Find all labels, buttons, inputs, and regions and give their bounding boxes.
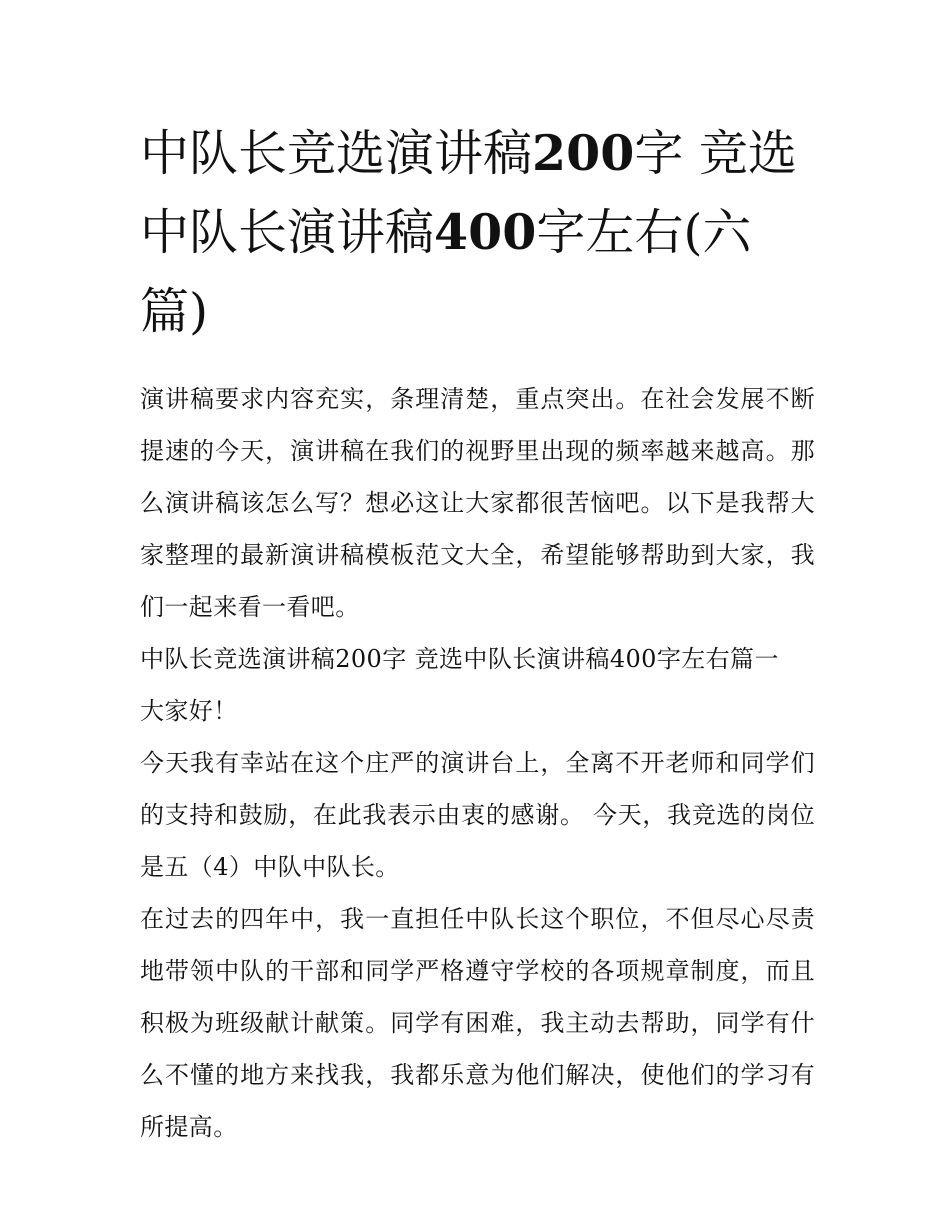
intro-paragraph: 演讲稿要求内容充实，条理清楚，重点突出。在社会发展不断提速的今天，演讲稿在我们的视野里出现的频率越来越高。那么演讲稿该怎么写？想必这让大家都很苦恼吧。以下是我帮大家整理的最新演讲稿模板范文大全，希望能够帮助到大家，我们一起来看一看吧。: [140, 385, 815, 621]
body-paragraph-1: 今天我有幸站在这个庄严的演讲台上，全离不开老师和同学们的支持和鼓励，在此我表示由衷的感谢。 今天，我竞选的岗位是五（4）中队中队长。: [140, 749, 815, 881]
greeting-paragraph: 大家好！: [140, 697, 238, 725]
section-heading: 中队长竞选演讲稿200字 竞选中队长演讲稿400字左右篇一: [140, 645, 779, 673]
body-paragraph-2: 在过去的四年中，我一直担任中队长这个职位，不但尽心尽责地带领中队的干部和同学严格遵守学校的各项规章制度，而且积极为班级献计献策。同学有困难，我主动去帮助，同学有什么不懂的地方来找我，我都乐意为他们解决，使他们的学习有所提高。: [140, 905, 815, 1141]
document-title: 中队长竞选演讲稿200字 竞选中队长演讲稿400字左右(六篇): [140, 124, 797, 340]
document-page: [140, 114, 815, 1153]
